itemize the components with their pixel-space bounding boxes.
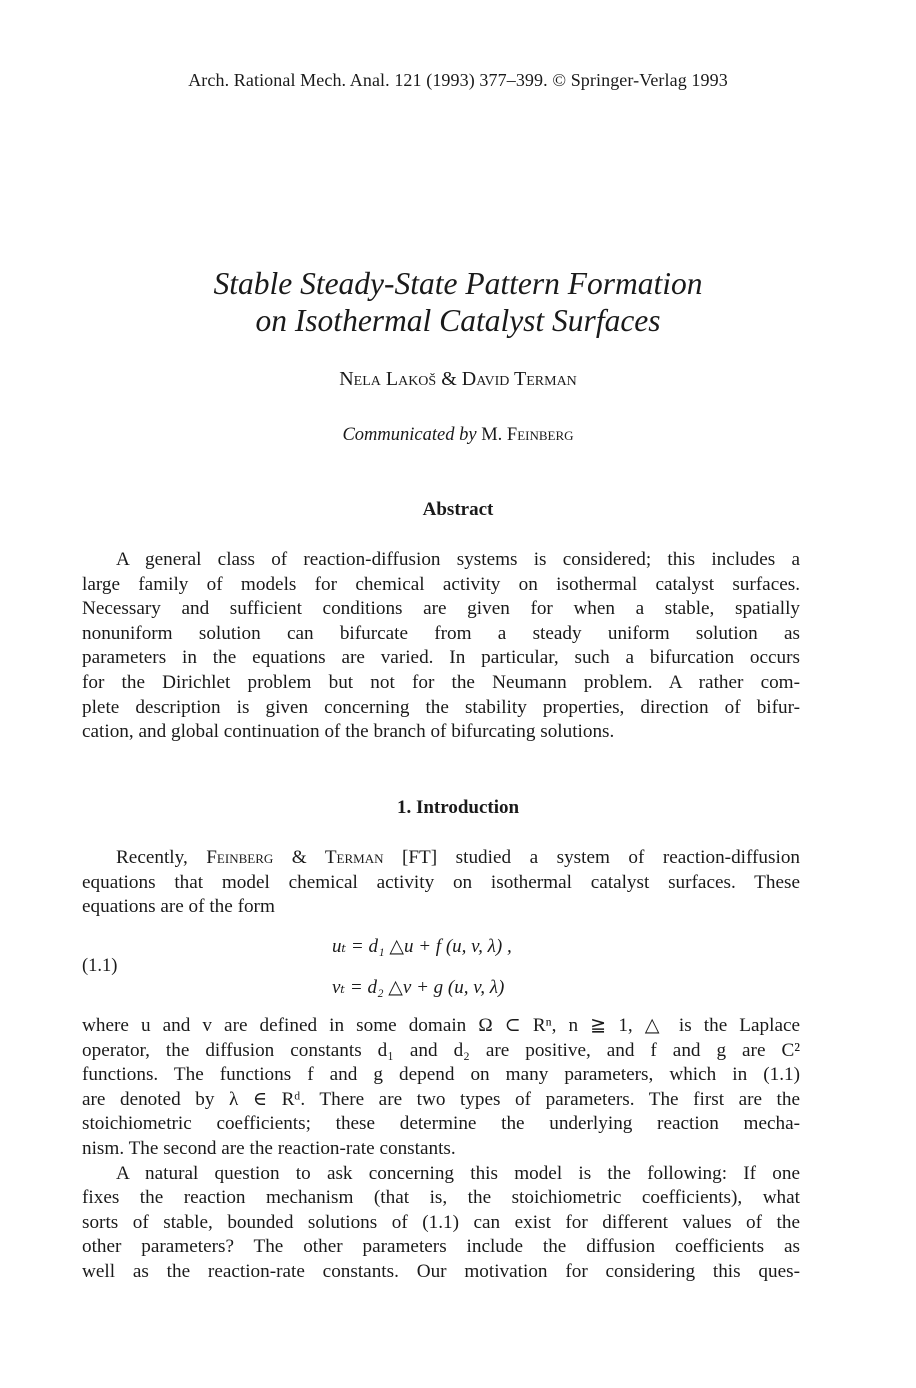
abstract-line: Necessary and sufficient conditions are given for when a stable, spatially: [82, 598, 800, 620]
section-heading-introduction: 1. Introduction: [396, 797, 520, 818]
communicated-by: [0, 425, 916, 446]
equation-number: (1.1): [82, 956, 118, 976]
intro-line: operator, the diffusion constants d₁ and d₂ are positive, and f and g are C²: [82, 1039, 800, 1061]
intro-line: sorts of stable, bounded solutions of (1.1) can exist for different values of the: [82, 1211, 800, 1233]
title-line-1: Stable Steady-State Pattern Formation: [213, 266, 703, 301]
abstract-line: for the Dirichlet problem but not for the Neumann problem. A rather com-: [82, 671, 800, 693]
intro-line: well as the reaction-rate constants. Our motivation for considering this ques-: [82, 1260, 800, 1282]
abstract-line: parameters in the equations are varied. In particular, such a bifurcation occurs: [82, 647, 800, 669]
paper-title: [0, 265, 916, 339]
intro-line: nism. The second are the reaction-rate constants.: [82, 1137, 456, 1159]
intro-paragraph-1: [82, 846, 800, 920]
equation-line-v: vₜ = d₂ △v + g (u, v, λ): [332, 977, 505, 998]
journal-citation: Arch. Rational Mech. Anal. 121 (1993) 377–399. © Springer-Verlag 1993: [188, 70, 728, 90]
intro-line: functions. The functions f and g depend on many parameters, which in (1.1): [82, 1064, 800, 1086]
intro-line: equations are of the form: [82, 896, 275, 918]
abstract-line: large family of models for chemical activity on isothermal catalyst surfaces.: [82, 573, 800, 595]
intro-line: other parameters? The other parameters include the diffusion coefficients as: [82, 1236, 800, 1258]
cited-authors: Feinberg & Terman: [206, 847, 384, 868]
abstract-line: plete description is given concerning the stability properties, direction of bifur-: [82, 696, 800, 718]
intro-line: fixes the reaction mechanism (that is, the stoichiometric coefficients), what: [82, 1187, 800, 1209]
abstract-line: nonuniform solution can bifurcate from a steady uniform solution as: [82, 622, 800, 644]
communicated-name: M. Feinberg: [481, 425, 574, 445]
intro-line: stoichiometric coefficients; these determine the underlying reaction mecha-: [82, 1113, 800, 1135]
intro-line: where u and v are defined in some domain Ω ⊂ Rⁿ, n ≧ 1, △ is the Laplace: [82, 1015, 800, 1036]
intro-line-prefix: Recently,: [116, 847, 188, 868]
intro-paragraph-2: [82, 1014, 800, 1285]
intro-line: equations that model chemical activity on isothermal catalyst surfaces. These: [82, 871, 800, 893]
equation-line-u: uₜ = d₁ △u + f (u, v, λ) ,: [332, 936, 512, 957]
title-line-2: on Isothermal Catalyst Surfaces: [255, 303, 661, 338]
abstract-line: A general class of reaction-diffusion systems is considered; this includes a: [116, 549, 800, 570]
abstract-line: cation, and global continuation of the branch of bifurcating solutions.: [82, 721, 615, 743]
abstract-body: [82, 548, 800, 745]
intro-line: are denoted by λ ∈ Rᵈ. There are two types of parameters. The first are the: [82, 1088, 800, 1110]
authors: Nela Lakoš & David Terman: [339, 368, 577, 390]
abstract-heading: Abstract: [422, 499, 494, 520]
equation-1-1: [82, 935, 800, 1005]
intro-line: [82, 846, 800, 871]
intro-line: A natural question to ask concerning this model is the following: If one: [116, 1162, 800, 1184]
intro-line-suffix: [FT] studied a system of reaction-diffusion: [402, 847, 801, 868]
communicated-lead: Communicated by: [342, 425, 477, 445]
